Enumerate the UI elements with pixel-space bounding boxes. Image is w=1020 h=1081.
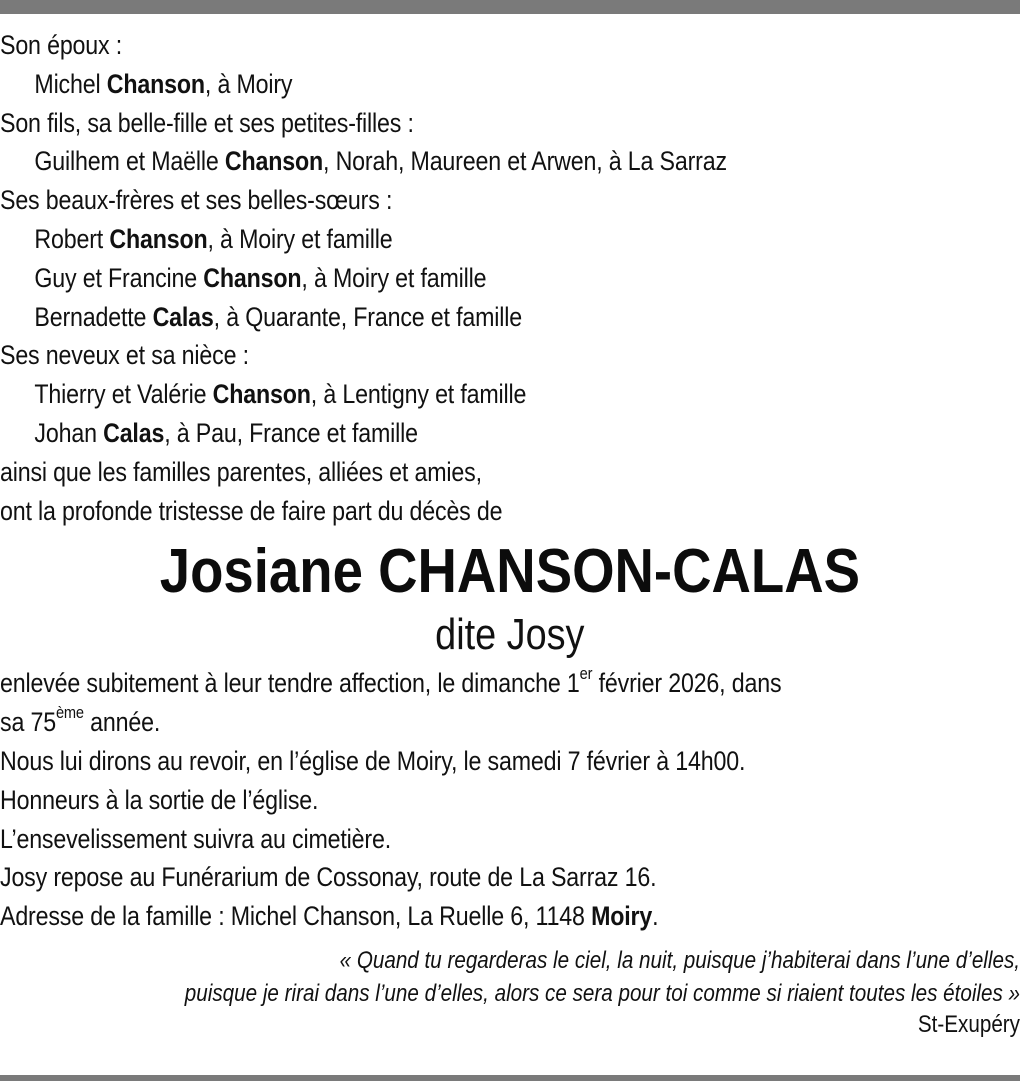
- deceased-block: [0, 534, 1020, 664]
- member-surname: Calas: [152, 301, 214, 332]
- family-address: [0, 897, 877, 936]
- obituary-notice: [0, 26, 1020, 1040]
- member-first-name: Bernadette: [34, 301, 153, 332]
- member-surname: Chanson: [109, 223, 208, 254]
- intro-line: ont la profonde tristesse de faire part du décès de: [0, 495, 503, 526]
- quote-block: [0, 944, 1020, 1040]
- member-surname: Chanson: [212, 379, 311, 410]
- quote-author: St-Exupéry: [917, 1010, 1020, 1038]
- member-location: , à Moiry et famille: [207, 223, 393, 254]
- family-member: [0, 375, 877, 414]
- family-role: Ses beaux-frères et ses belles-sœurs :: [0, 185, 393, 216]
- burial-line: L’ensevelissement suivra au cimetière.: [0, 823, 391, 854]
- funeral-home-line: Josy repose au Funérarium de Cossonay, route de La Sarraz 16.: [0, 862, 657, 893]
- family-member: [0, 298, 877, 337]
- member-first-name: Thierry et Valérie: [34, 379, 213, 410]
- deceased-name: Josiane CHANSON-CALAS: [159, 537, 861, 607]
- age-text: année.: [83, 707, 161, 738]
- family-member: [0, 65, 877, 104]
- age-text: sa 75: [0, 707, 56, 738]
- quote-line: puisque je rirai dans l’une d’elles, alors ce sera pour toi comme si riaient toutes les étoiles »: [184, 979, 1020, 1007]
- deceased-nickname: dite Josy: [435, 610, 585, 660]
- age-line: [0, 703, 877, 742]
- member-surname: Calas: [103, 417, 165, 448]
- member-first-name: Guy et Francine: [34, 262, 204, 293]
- family-member: [0, 259, 877, 298]
- member-first-name: Guilhem et Maëlle: [34, 146, 225, 177]
- death-text: février 2026, dans: [592, 668, 782, 699]
- member-surname: Chanson: [203, 262, 302, 293]
- address-end: .: [652, 901, 659, 932]
- top-rule: [0, 0, 1020, 14]
- death-text: enlevée subitement à leur tendre affection, le dimanche 1: [0, 668, 580, 699]
- member-location: , Norah, Maureen et Arwen, à La Sarraz: [323, 146, 727, 177]
- notice-body: [0, 664, 1020, 936]
- ordinal-suffix: ème: [55, 703, 84, 723]
- member-first-name: Michel: [34, 68, 107, 99]
- member-location: , à Moiry: [204, 68, 293, 99]
- member-location: , à Pau, France et famille: [164, 417, 418, 448]
- quote-line: « Quand tu regarderas le ciel, la nuit, puisque j’habiterai dans l’une d’elles,: [339, 946, 1020, 974]
- member-location: , à Lentigny et famille: [310, 379, 527, 410]
- family-list: [0, 26, 1020, 453]
- address-city: Moiry: [591, 901, 653, 932]
- family-role: Son fils, sa belle-fille et ses petites-filles :: [0, 107, 414, 138]
- member-location: , à Moiry et famille: [301, 262, 487, 293]
- family-member: [0, 142, 877, 181]
- ceremony-line: Nous lui dirons au revoir, en l’église de Moiry, le samedi 7 février à 14h00.: [0, 745, 746, 776]
- honors-line: Honneurs à la sortie de l’église.: [0, 784, 319, 815]
- death-line: [0, 664, 877, 703]
- family-role: Ses neveux et sa nièce :: [0, 340, 249, 371]
- member-first-name: Robert: [34, 223, 110, 254]
- member-first-name: Johan: [34, 417, 104, 448]
- ordinal-suffix: er: [579, 664, 593, 684]
- family-member: [0, 414, 877, 453]
- member-location: , à Quarante, France et famille: [213, 301, 522, 332]
- member-surname: Chanson: [224, 146, 324, 177]
- bottom-rule: [0, 1075, 1020, 1081]
- family-role: Son époux :: [0, 30, 123, 60]
- address-text: Adresse de la famille : Michel Chanson, La Ruelle 6, 1148: [0, 901, 592, 932]
- intro-line: ainsi que les familles parentes, alliées et amies,: [0, 456, 482, 487]
- family-member: [0, 220, 877, 259]
- member-surname: Chanson: [106, 68, 205, 99]
